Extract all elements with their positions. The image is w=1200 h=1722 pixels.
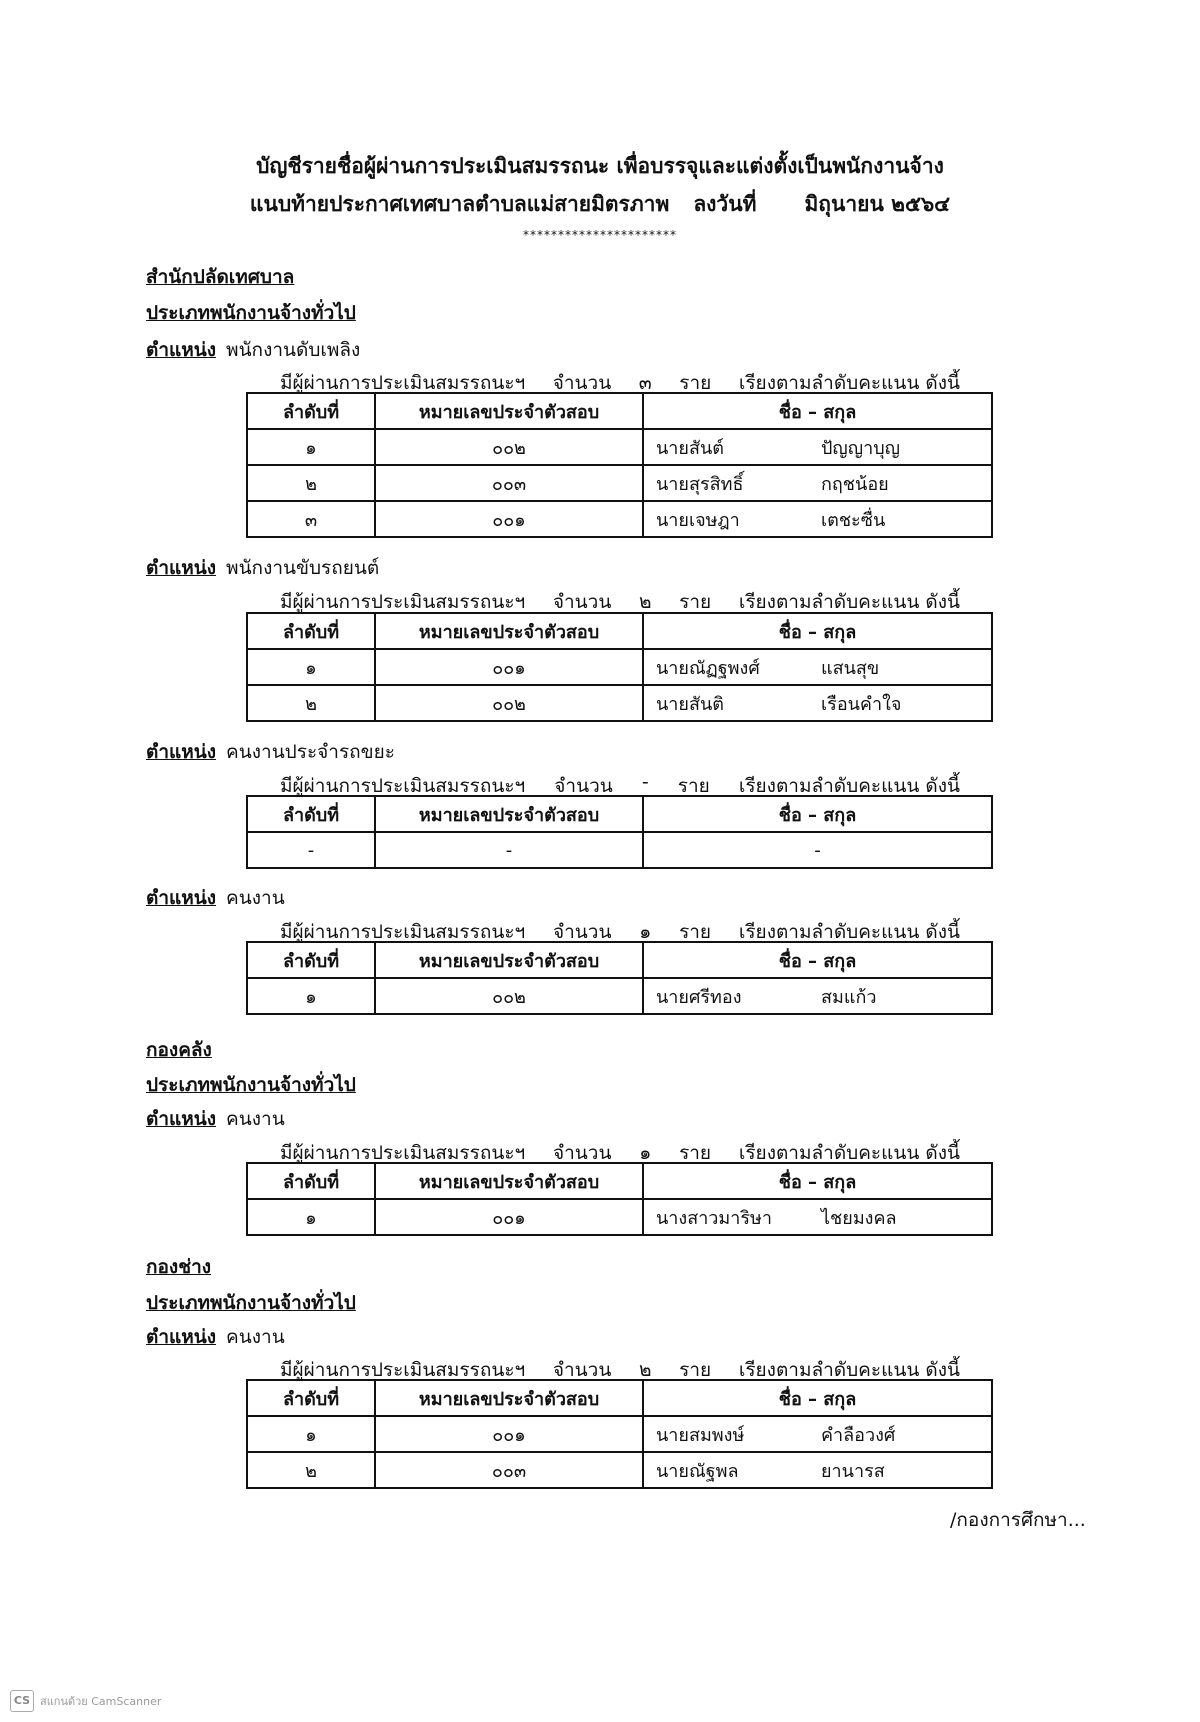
position-label: ตำแหน่ง [146,1326,217,1348]
position-5-heading [146,1104,285,1134]
cell-no: ๑ [247,978,375,1014]
table-header-row [247,393,992,429]
table-row [247,1199,992,1235]
cell-id: ๐๐๒ [375,429,643,465]
position-1-heading [146,335,360,365]
position-6-heading [146,1322,285,1352]
last-name: คำลือวงศ์ [821,1424,896,1446]
cell-id: ๐๐๒ [375,978,643,1014]
section-1-dept: สำนักปลัดเทศบาล [146,266,295,288]
cell-no: ๑ [247,429,375,465]
camscanner-icon: CS [10,1690,34,1712]
summary-order: เรียงตามลำดับคะแนน ดังนี้ [738,591,960,613]
col-header-id: หมายเลขประจำตัวสอบ [375,613,643,649]
cell-name [643,1416,992,1452]
position-title: คนงานประจำรถขยะ [226,741,395,763]
first-name: นายศรีทอง [656,986,742,1008]
position-label: ตำแหน่ง [146,339,217,361]
last-name: ไชยมงคล [821,1207,897,1229]
section-3-type: ประเภทพนักงานจ้างทั่วไป [146,1292,356,1314]
summary-count-word: จำนวน [552,921,612,943]
cell-name [643,1199,992,1235]
table-row [247,501,992,537]
first-name: นายณัฏฐพงศ์ [656,657,760,679]
col-header-no: ลำดับที่ [247,942,375,978]
scanner-watermark [10,1690,161,1712]
table-header-row [247,796,992,832]
summary-count: ๓ [638,372,652,394]
cell-id: ๐๐๒ [375,685,643,721]
summary-prefix: มีผู้ผ่านการประเมินสมรรถนะฯ [280,1359,526,1381]
table-header-row [247,1380,992,1416]
summary-count: ๑ [639,1142,652,1164]
last-name: แสนสุข [821,657,880,679]
cell-name [643,649,992,685]
summary-unit: ราย [679,1359,712,1381]
table-header-row [247,942,992,978]
position-2-heading [146,553,379,583]
position-label: ตำแหน่ง [146,887,217,909]
cell-no: ๓ [247,501,375,537]
col-header-name: ชื่อ – สกุล [643,1380,992,1416]
cell-name: - [643,832,992,868]
cell-name [643,465,992,501]
summary-unit: ราย [679,1142,712,1164]
cell-no: ๒ [247,685,375,721]
cell-name [643,685,992,721]
section-1-type: ประเภทพนักงานจ้างทั่วไป [146,302,356,324]
summary-order: เรียงตามลำดับคะแนน ดังนี้ [738,1142,960,1164]
position-6-table [246,1379,993,1489]
position-1-table [246,392,993,538]
title-announcement: แนบท้ายประกาศเทศบาลตำบลแม่สายมิตรภาพ [249,192,670,216]
cell-no: ๒ [247,465,375,501]
last-name: สมแก้ว [821,986,877,1008]
table-header-row [247,1163,992,1199]
cell-id: ๐๐๑ [375,501,643,537]
cell-id: ๐๐๓ [375,1452,643,1488]
title-date: มิถุนายน ๒๕๖๔ [804,192,951,216]
summary-unit: ราย [679,591,712,613]
col-header-no: ลำดับที่ [247,393,375,429]
summary-order: เรียงตามลำดับคะแนน ดังนี้ [738,921,960,943]
summary-order: เรียงตามลำดับคะแนน ดังนี้ [738,372,960,394]
title-dated: ลงวันที่ [693,192,757,216]
position-5-table [246,1162,993,1236]
summary-prefix: มีผู้ผ่านการประเมินสมรรถนะฯ [280,591,526,613]
col-header-no: ลำดับที่ [247,613,375,649]
position-3-heading [146,737,395,767]
cell-id: ๐๐๑ [375,1199,643,1235]
col-header-name: ชื่อ – สกุล [643,796,992,832]
position-4-table [246,941,993,1015]
summary-prefix: มีผู้ผ่านการประเมินสมรรถนะฯ [280,1142,526,1164]
first-name: นายสันต์ [656,437,724,459]
col-header-id: หมายเลขประจำตัวสอบ [375,1380,643,1416]
col-header-no: ลำดับที่ [247,1380,375,1416]
table-header-row [247,613,992,649]
col-header-name: ชื่อ – สกุล [643,613,992,649]
last-name: ปัญญาบุญ [821,437,900,459]
position-title: พนักงานดับเพลิง [226,339,361,361]
summary-count: - [641,771,649,793]
col-header-id: หมายเลขประจำตัวสอบ [375,393,643,429]
cell-no: ๑ [247,1416,375,1452]
col-header-name: ชื่อ – สกุล [643,393,992,429]
cell-name [643,1452,992,1488]
last-name: ยานารส [821,1460,885,1482]
section-2-type: ประเภทพนักงานจ้างทั่วไป [146,1074,356,1096]
continued-next-page: /กองการศึกษา... [950,1509,1086,1531]
summary-count-word: จำนวน [552,1142,612,1164]
summary-prefix: มีผู้ผ่านการประเมินสมรรถนะฯ [280,921,526,943]
table-row [247,978,992,1014]
table-row [247,832,992,868]
summary-unit: ราย [679,921,712,943]
summary-count-word: จำนวน [552,591,612,613]
summary-count-word: จำนวน [554,775,613,797]
position-2-table [246,612,993,722]
cell-name [643,978,992,1014]
position-3-table [246,795,993,869]
position-title: คนงาน [226,1108,285,1130]
cell-no: ๑ [247,649,375,685]
summary-order: เรียงตามลำดับคะแนน ดังนี้ [738,1359,960,1381]
table-row [247,1416,992,1452]
position-title: คนงาน [226,1326,285,1348]
table-row [247,685,992,721]
col-header-no: ลำดับที่ [247,796,375,832]
summary-count-word: จำนวน [552,372,612,394]
title-divider: ********************** [523,228,677,242]
table-row [247,429,992,465]
first-name: นายสมพงษ์ [656,1424,745,1446]
summary-count: ๑ [639,921,652,943]
last-name: เรือนคำใจ [821,693,902,715]
position-label: ตำแหน่ง [146,557,217,579]
last-name: กฤชน้อย [821,473,889,495]
cell-no: - [247,832,375,868]
col-header-no: ลำดับที่ [247,1163,375,1199]
summary-count: ๒ [638,591,652,613]
col-header-id: หมายเลขประจำตัวสอบ [375,942,643,978]
section-3-dept: กองช่าง [146,1256,212,1278]
cell-id: ๐๐๓ [375,465,643,501]
position-4-heading [146,883,285,913]
summary-prefix: มีผู้ผ่านการประเมินสมรรถนะฯ [280,775,526,797]
table-row [247,649,992,685]
first-name: นายเจษฎา [656,509,740,531]
summary-count-word: จำนวน [552,1359,612,1381]
cell-no: ๑ [247,1199,375,1235]
table-row [247,1452,992,1488]
table-row [247,465,992,501]
summary-count: ๒ [638,1359,652,1381]
summary-unit: ราย [679,372,712,394]
position-title: คนงาน [226,887,285,909]
col-header-name: ชื่อ – สกุล [643,1163,992,1199]
cell-id: ๐๐๑ [375,1416,643,1452]
last-name: เตชะซื่น [821,509,886,531]
cell-id: ๐๐๑ [375,649,643,685]
first-name: นายสันติ [656,693,724,715]
col-header-id: หมายเลขประจำตัวสอบ [375,1163,643,1199]
document-title-line1: บัญชีรายชื่อผู้ผ่านการประเมินสมรรถนะ เพื่อบรรจุและแต่งตั้งเป็นพนักงานจ้าง [256,154,944,178]
position-label: ตำแหน่ง [146,1108,217,1130]
summary-prefix: มีผู้ผ่านการประเมินสมรรถนะฯ [280,372,526,394]
cell-name [643,429,992,465]
cell-no: ๒ [247,1452,375,1488]
first-name: นางสาวมาริษา [656,1207,773,1229]
position-title: พนักงานขับรถยนต์ [226,557,380,579]
document-title-line2 [0,188,1200,221]
scanner-text: สแกนด้วย CamScanner [40,1695,162,1708]
summary-unit: ราย [677,775,710,797]
cell-id: - [375,832,643,868]
first-name: นายณัฐพล [656,1460,739,1482]
section-2-dept: กองคลัง [146,1039,212,1061]
first-name: นายสุรสิทธิ์ [656,473,744,495]
summary-order: เรียงตามลำดับคะแนน ดังนี้ [738,775,960,797]
position-label: ตำแหน่ง [146,741,217,763]
col-header-name: ชื่อ – สกุล [643,942,992,978]
cell-name [643,501,992,537]
col-header-id: หมายเลขประจำตัวสอบ [375,796,643,832]
